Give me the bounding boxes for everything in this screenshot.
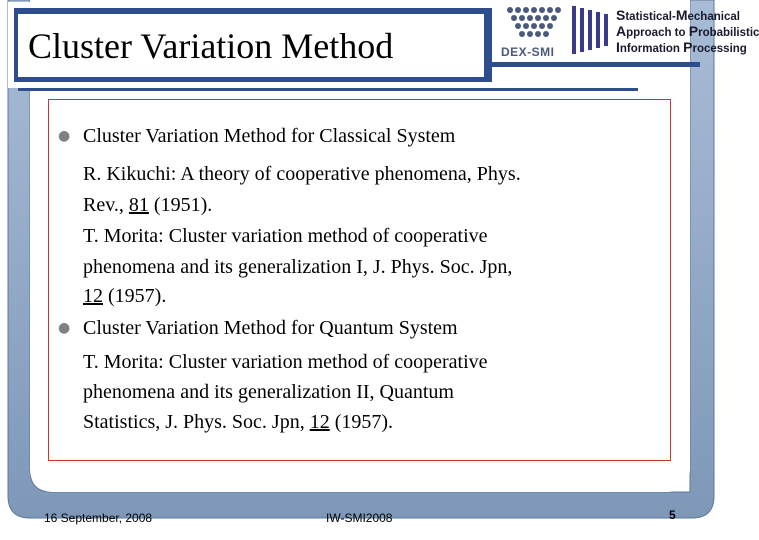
bullet-icon: ● [58, 320, 71, 336]
logo-dexsmi: DEX-SMI [501, 45, 555, 59]
bullet-icon: ● [58, 128, 71, 144]
footer-date: 16 September, 2008 [44, 511, 153, 525]
volume-number: 81 [128, 194, 149, 216]
reference-line: phenomena and its generalization I, J. Phys. Soc. Jpn, [83, 256, 513, 278]
reference-line: Statistics, J. Phys. Soc. Jpn, 12 (1957). [83, 411, 394, 433]
bullet-heading: Cluster Variation Method for Quantum System [83, 317, 458, 339]
content-box [48, 99, 671, 461]
reference-line: T. Morita: Cluster variation method of cooperative [83, 225, 488, 247]
page-number: 5 [669, 508, 676, 522]
footer-event: IW-SMI2008 [326, 511, 393, 525]
volume-number: 12 [309, 411, 330, 433]
reference-line: 12 (1957). [83, 285, 167, 307]
reference-line: phenomena and its generalization II, Quantum [83, 381, 454, 403]
logo-text: Statistical-Mechanical Approach to Probabilistic Information Processing [616, 7, 759, 55]
bullet-heading: Cluster Variation Method for Classical System [83, 125, 456, 147]
reference-line: Rev., 81 (1951). [83, 194, 213, 216]
volume-number: 12 [83, 285, 103, 307]
reference-line: T. Morita: Cluster variation method of cooperative [83, 351, 488, 373]
slide-title: Cluster Variation Method [28, 26, 394, 66]
reference-line: R. Kikuchi: A theory of cooperative phenomena, Phys. [83, 163, 521, 185]
